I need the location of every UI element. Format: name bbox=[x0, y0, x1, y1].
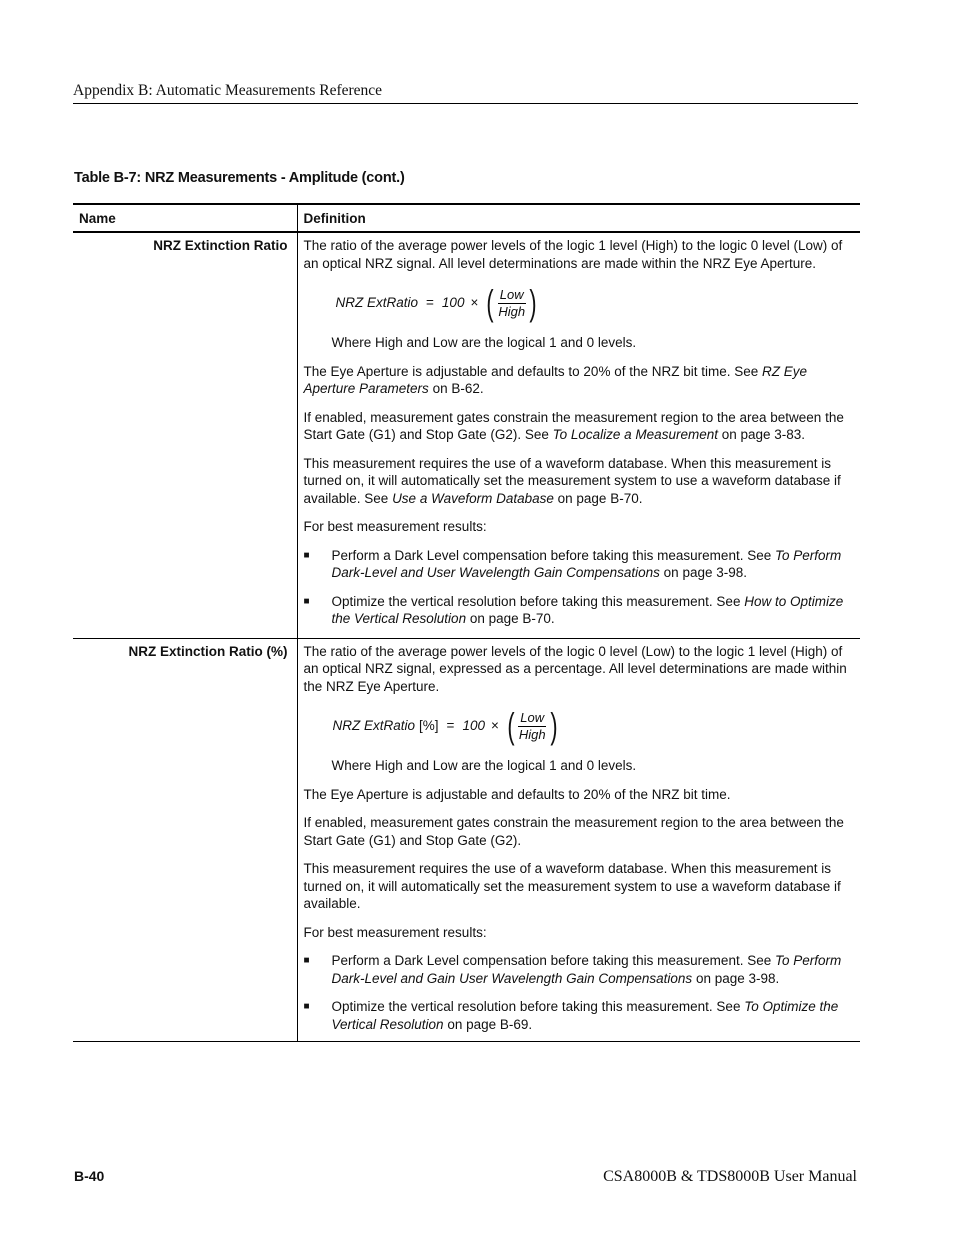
bullet-reference[interactable]: To Perform Dark-Level and User Wavelength Gain Compensations bbox=[331, 547, 842, 580]
aperture-note: The Eye Aperture is adjustable and defaults to 20% of the NRZ bit time. bbox=[303, 786, 731, 802]
column-header-definition: Definition bbox=[297, 204, 860, 232]
bullet-reference[interactable]: How to Optimize the Vertical Resolution bbox=[331, 593, 844, 626]
table-row bbox=[73, 638, 860, 1042]
list-item bbox=[304, 593, 855, 628]
database-page: on page B-70. bbox=[553, 490, 643, 506]
database-note: This measurement requires the use of a waveform database. When this measurement is turned on, it will automatically set the measurement system to use a waveform database if available. bbox=[303, 861, 841, 911]
database-text: This measurement requires the use of a waveform database. When this measurement is turned on, it will automatically set the measurement system to use a waveform database if available. See bbox=[303, 455, 841, 506]
table-row bbox=[73, 232, 860, 638]
formula-lhs: NRZ ExtRatio bbox=[335, 295, 419, 311]
bullet-page: on page B-70. bbox=[466, 611, 555, 626]
formula-fraction bbox=[517, 710, 548, 743]
aperture-reference[interactable]: RZ Eye Aperture Parameters bbox=[303, 363, 808, 396]
formula-equals: = bbox=[426, 295, 434, 311]
measurement-definition bbox=[297, 638, 860, 1042]
extinction-ratio-formula bbox=[336, 283, 855, 323]
definition-intro: The ratio of the average power levels of the logic 1 level (High) to the logic 0 level (Low) of an optical NRZ signal. All level determinations are made within the NRZ Eye Aperture. bbox=[303, 238, 843, 271]
gates-note: If enabled, measurement gates constrain the measurement region to the area between the Start Gate (G1) and Stop Gate (G2). bbox=[303, 815, 844, 848]
list-item bbox=[304, 998, 855, 1033]
square-bullet-icon: ■ bbox=[303, 955, 310, 966]
database-note bbox=[304, 455, 855, 508]
list-item bbox=[304, 952, 855, 987]
square-bullet-icon: ■ bbox=[303, 1001, 310, 1012]
measurement-definition bbox=[297, 232, 860, 638]
running-header: Appendix B: Automatic Measurements Reference bbox=[73, 82, 858, 104]
bullet-text: Optimize the vertical resolution before taking this measurement. See bbox=[331, 999, 745, 1014]
bullet-page: on page 3-98. bbox=[692, 970, 780, 986]
measurement-name: NRZ Extinction Ratio (%) bbox=[73, 638, 297, 1042]
left-paren: ( bbox=[486, 282, 494, 323]
fraction-denominator: High bbox=[518, 726, 546, 742]
bullet-text: Perform a Dark Level compensation before taking this measurement. See bbox=[331, 953, 775, 968]
formula-fraction bbox=[496, 287, 527, 320]
formula-unit: [%] bbox=[419, 718, 439, 734]
fraction-numerator: Low bbox=[499, 286, 524, 302]
bullet-reference[interactable]: To Perform Dark-Level and Gain User Wavelength Gain Compensations bbox=[331, 953, 842, 986]
formula-factor: 100 bbox=[462, 718, 485, 734]
bullet-text: Perform a Dark Level compensation before taking this measurement. See bbox=[331, 547, 775, 563]
left-paren: ( bbox=[507, 705, 515, 746]
bullet-page: on page B-69. bbox=[443, 1016, 533, 1032]
square-bullet-icon: ■ bbox=[303, 595, 310, 607]
gates-note bbox=[304, 409, 855, 444]
bullet-page: on page 3-98. bbox=[659, 565, 747, 580]
best-results-label: For best measurement results: bbox=[303, 924, 487, 940]
formula-factor: 100 bbox=[441, 295, 465, 311]
right-paren: ) bbox=[550, 705, 558, 746]
extinction-ratio-percent-formula bbox=[333, 706, 855, 746]
bullet-reference[interactable]: To Optimize the Vertical Resolution bbox=[331, 999, 839, 1032]
database-reference[interactable]: Use a Waveform Database bbox=[392, 490, 554, 506]
fraction-denominator: High bbox=[498, 303, 526, 319]
formula-times: × bbox=[490, 718, 499, 734]
gates-page: on page 3-83. bbox=[717, 427, 806, 442]
gates-text: If enabled, measurement gates constrain the measurement region to the area between the Start Gate (G1) and Stop Gate (G2). See bbox=[303, 409, 844, 442]
definition-intro: The ratio of the average power levels of the logic 0 level (Low) to the logic 1 level (High) of an optical NRZ signal, expressed as a percentage. All level determinations are made within the NRZ Eye Aperture. bbox=[303, 643, 847, 694]
column-header-name: Name bbox=[73, 204, 297, 232]
right-paren: ) bbox=[529, 282, 537, 323]
bullet-text: Optimize the vertical resolution before taking this measurement. See bbox=[331, 593, 745, 609]
measurements-table bbox=[73, 203, 860, 1042]
aperture-page: on B-62. bbox=[428, 381, 484, 396]
table-caption: Table B-7: NRZ Measurements - Amplitude (cont.) bbox=[74, 170, 405, 186]
formula-where: Where High and Low are the logical 1 and 0 levels. bbox=[331, 335, 637, 350]
formula-times: × bbox=[470, 295, 479, 311]
fraction-numerator: Low bbox=[520, 709, 545, 725]
formula-fraction-group bbox=[484, 282, 539, 323]
list-item bbox=[304, 547, 855, 582]
aperture-text: The Eye Aperture is adjustable and defaults to 20% of the NRZ bit time. See bbox=[303, 363, 763, 379]
formula-where: Where High and Low are the logical 1 and 0 levels. bbox=[331, 758, 637, 773]
gates-reference[interactable]: To Localize a Measurement bbox=[552, 427, 718, 442]
square-bullet-icon: ■ bbox=[303, 549, 310, 561]
measurement-name: NRZ Extinction Ratio bbox=[73, 232, 297, 638]
page-number: B-40 bbox=[74, 1168, 105, 1184]
aperture-note bbox=[304, 363, 855, 398]
formula-fraction-group bbox=[505, 705, 560, 746]
formula-lhs: NRZ ExtRatio bbox=[332, 718, 416, 734]
formula-equals: = bbox=[446, 718, 455, 734]
manual-title: CSA8000B & TDS8000B User Manual bbox=[603, 1168, 857, 1185]
best-results-label: For best measurement results: bbox=[303, 519, 487, 534]
